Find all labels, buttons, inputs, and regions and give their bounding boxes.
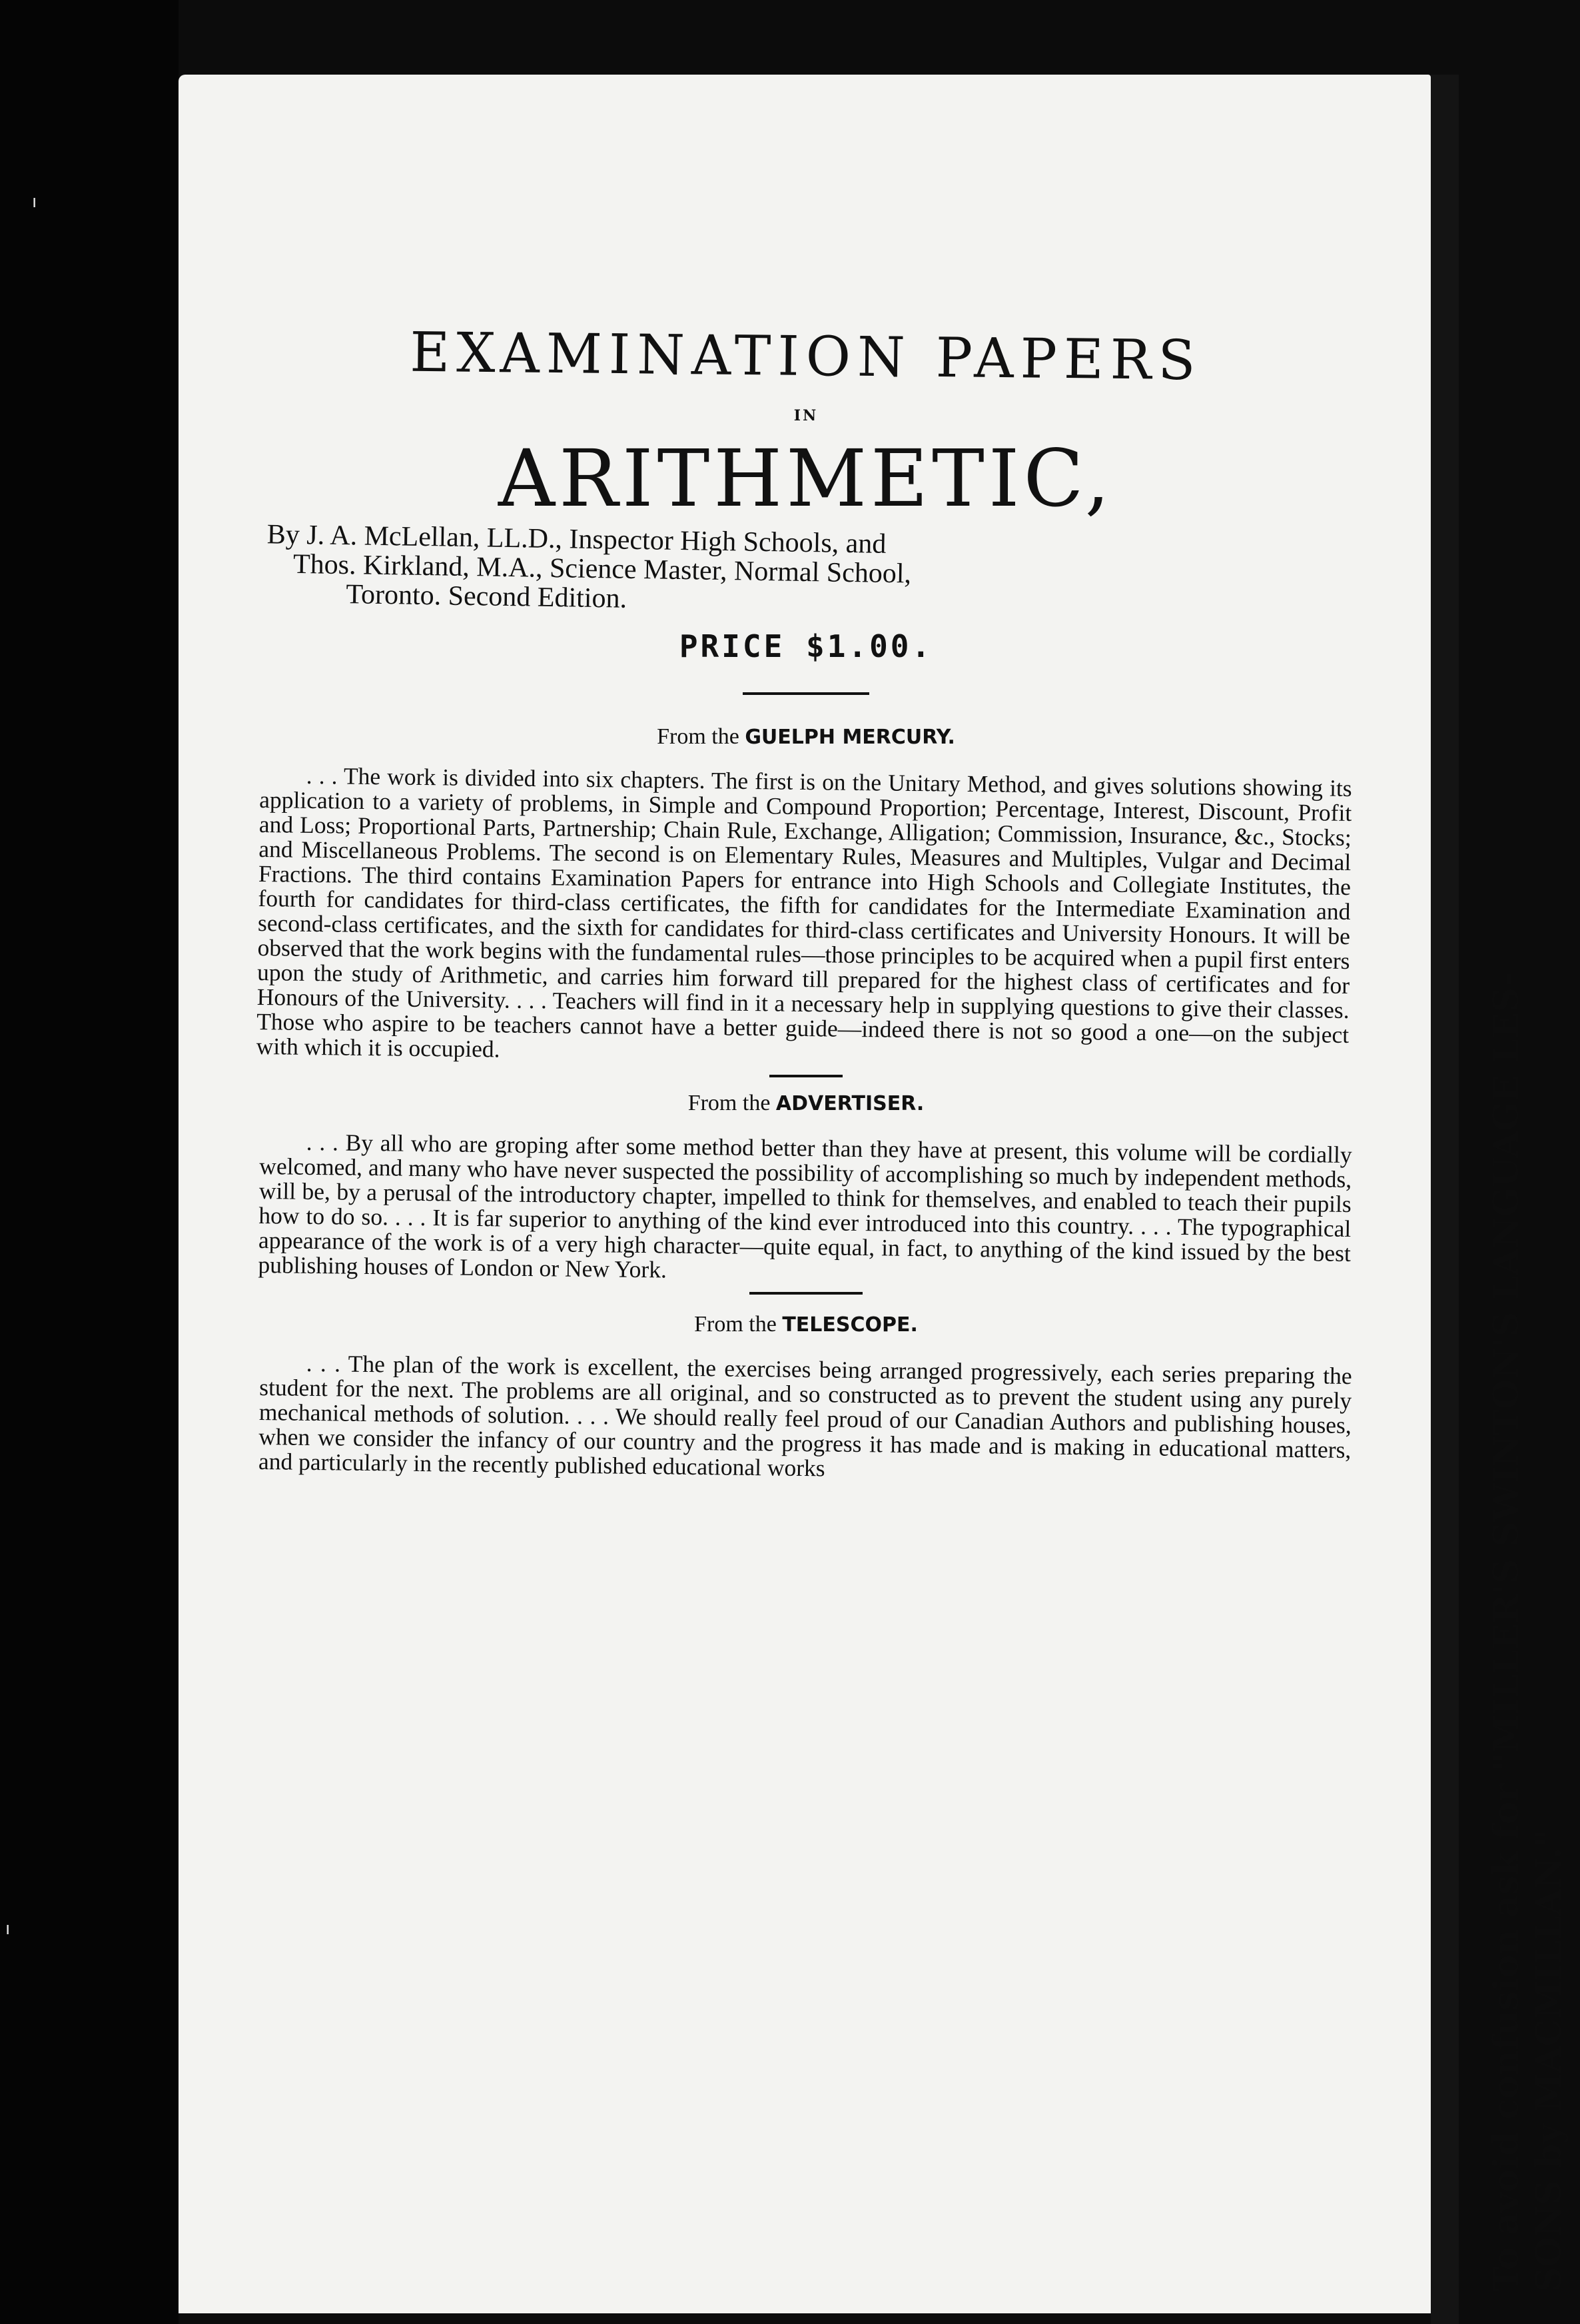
price: PRICE $1.00.: [679, 628, 933, 665]
review-text: . . . The plan of the work is excellent, the exercises being arranged progressively, each series preparing the student for the next. The problems are all original, and so constructed as to prevent the student using any purely mechanical methods of solution. . . . We should really feel proud of our Canadian Authors and publishing houses, when we consider the infancy of our country and the progress it has made and is making in educational matters, and particularly in the recently published educational works: [258, 1350, 1352, 1482]
side-notice-line: To avoid confusion ask for "MILLER'S SWINTON'S LANGUAGE LES-: [1486, 971, 1527, 2292]
review-prefix: From the: [687, 1091, 771, 1116]
scan-speck: ı: [32, 192, 37, 212]
divider-rule: [769, 1075, 843, 1077]
scan-margin: [0, 0, 179, 2324]
subject-title: ARITHMETIC,: [498, 432, 1114, 524]
review-heading: [260, 724, 1352, 750]
side-notice-line: SONS by MACMILLAN.": [1529, 1829, 1569, 2292]
side-notice: [1485, 426, 1571, 2292]
review-source: TELESCOPE.: [782, 1313, 918, 1337]
byline-line: By J. A. McLellan, LL.D., Inspector High Schools, and: [266, 519, 887, 560]
page-edge: [1431, 75, 1459, 2324]
review-prefix: From the: [694, 1312, 777, 1337]
review-text: . . . The work is divided into six chapters. The first is on the Unitary Method, and gives solutions showing its application to a variety of problems, in Simple and Compound Proportion; Percentage, Interest, Discount, Profit and Loss; Proportional Parts, Partnership; Chain Rule, Exchange, Alligation; Commission, Insurance, &c., Stocks; and Miscellaneous Problems. The second is on Elementary Rules, Measures and Multiples, Vulgar and Decimal Fractions. The third contains Examination Papers for entrance into High Schools and Collegiate Institutes, the fourth for candidates for third-class certificates, the fifth for candidates for the Intermediate Examination and second-class certificates, and the sixth for candidates for third-class certificates and University Honours. It will be observed that the work begins with the fundamental rules—those principles to be acquired when a pupil first enters upon the study of Arithmetic, and carries him forward till prepared for the highest class of certificates and for Honours of the University. . . . Teachers will find in it a necessary help in supplying questions to give their classes. Those who aspire to be teachers cannot have a better guide—indeed there is not so good a one—on the subject with which it is occupied.: [256, 762, 1352, 1063]
scan-speck: ı: [5, 1919, 11, 1939]
page-title: EXAMINATION PAPERS: [409, 320, 1203, 393]
review-text: . . . By all who are groping after some method better than they have at present, this volume will be cordially welcomed, and many who have never suspected the possibility of accomplishing so much by independent methods, will be, by a perusal of the introductory chapter, impelled to think for themselves, and enabled to teach their pupils how to do so. . . . It is far superior to anything of the kind ever introduced into this country. . . . The typographical appearance of the work is of a very high character—quite equal, in fact, to anything of the kind issued by the best publishing houses of London or New York.: [258, 1129, 1352, 1283]
advertisement-content: [256, 253, 1352, 1482]
divider-rule: [749, 1292, 863, 1295]
review-source: GUELPH MERCURY.: [745, 726, 955, 750]
review-source: ADVERTISER.: [775, 1092, 925, 1116]
review-prefix: From the: [657, 724, 739, 750]
byline-line: Thos. Kirkland, M.A., Science Master, Normal School,: [292, 548, 912, 590]
byline: [259, 520, 1353, 625]
divider-rule: [743, 692, 869, 695]
review-heading: [260, 1091, 1352, 1116]
review-heading: [260, 1312, 1352, 1337]
byline-line: Toronto. Second Edition.: [346, 579, 627, 614]
title-connector: IN: [793, 407, 819, 424]
